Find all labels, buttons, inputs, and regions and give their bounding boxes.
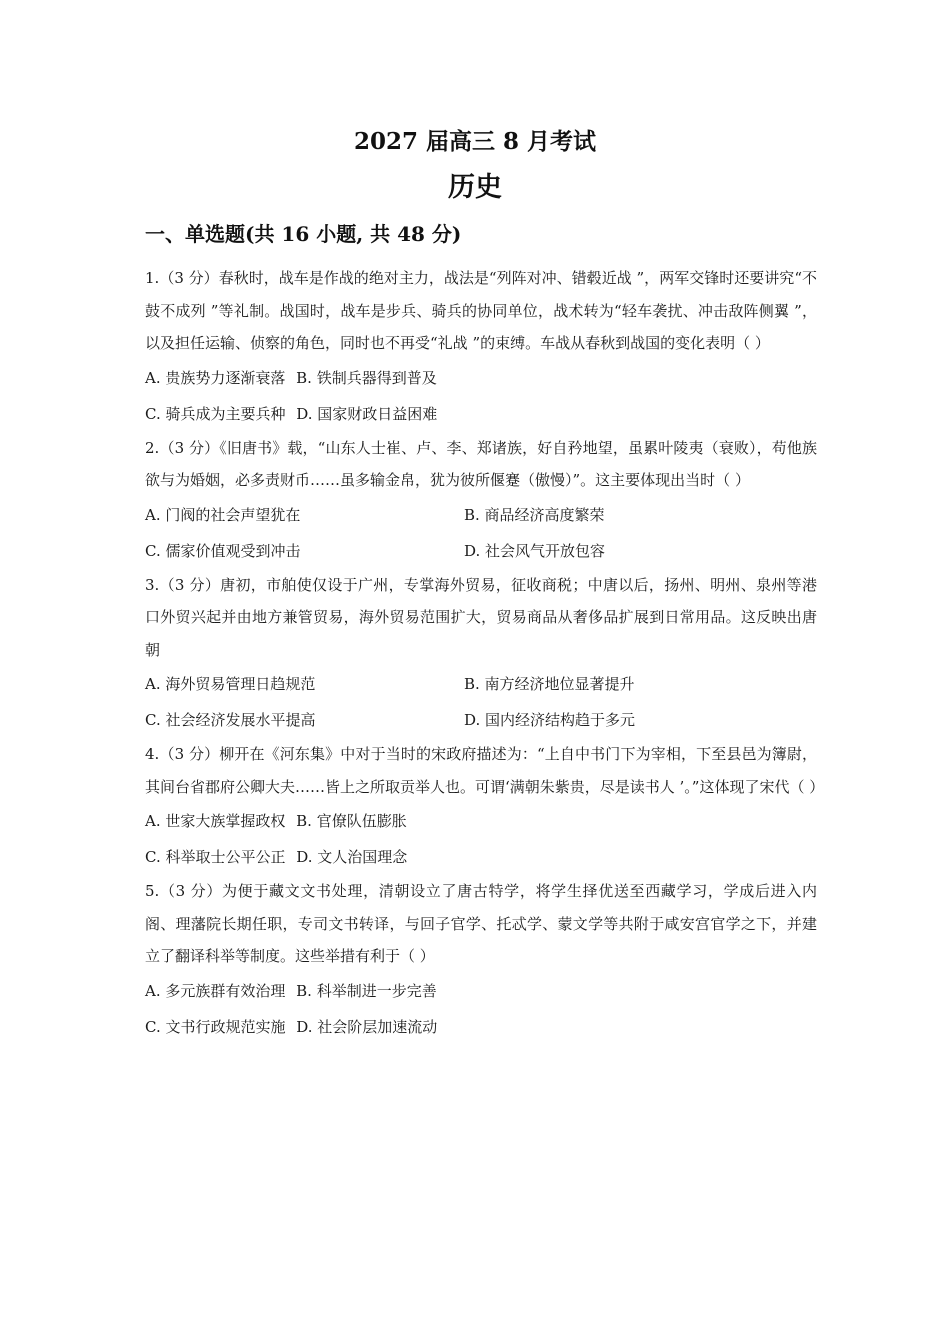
option-b[interactable]: B. 科举制进一步完善 <box>296 981 437 1000</box>
exam-title: 2027 届高三 8 月考试 <box>353 128 597 155</box>
question-stem: 4.（3 分）柳开在《河东集》中对于当时的宋政府描述为：“上自中书门下为宰相，下至县邑为簿尉，其间台省郡府公卿大夫……皆上之所取贡举人也。可谓‘满朝朱紫贵，尽是读书人 ’。”这体现了宋代（ ） <box>145 745 825 796</box>
question-5 <box>145 875 817 1045</box>
option-list <box>145 973 817 1045</box>
question-2 <box>145 432 817 569</box>
option-b[interactable]: B. 官僚队伍膨胀 <box>296 812 407 830</box>
option-c[interactable]: C. 科举取士公平公正 <box>145 848 286 866</box>
subject-title: 历史 <box>448 172 502 203</box>
question-3 <box>145 569 817 739</box>
option-list <box>145 666 817 738</box>
option-d[interactable]: D. 国家财政日益困难 <box>296 404 438 423</box>
option-c[interactable]: C. 社会经济发展水平提高 <box>145 711 316 729</box>
section-heading: 一、单选题(共 16 小题, 共 48 分) <box>145 222 462 246</box>
question-stem: 2.（3 分）《旧唐书》载，“山东人士崔、卢、李、郑诸族，好自矜地望，虽累叶陵夷（衰败），苟他族欲与为婚姻，必多责财币……虽多输金帛，犹为彼所偃蹇（傲慢）”。这主要体现出当时（ ） <box>145 438 817 489</box>
option-a[interactable]: A. 门阀的社会声望犹在 <box>145 505 301 524</box>
option-a[interactable]: A. 多元族群有效治理 <box>145 981 286 1000</box>
option-c[interactable]: C. 文书行政规范实施 <box>145 1017 286 1036</box>
option-d[interactable]: D. 国内经济结构趋于多元 <box>464 711 636 729</box>
option-a[interactable]: A. 海外贸易管理日趋规范 <box>145 675 316 693</box>
question-list <box>145 262 825 1045</box>
question-stem: 1.（3 分）春秋时，战车是作战的绝对主力，战法是“列阵对冲、错毂近战 ”，两军交锋时还要讲究“不鼓不成列 ”等礼制。战国时，战车是步兵、骑兵的协同单位，战术转为“轻车袭扰、冲击敌阵侧翼 ”，以及担任运输、侦察的角色，同时也不再受“礼战 ”的束缚。车战从春秋到战国的变化表明（ ） <box>145 269 817 352</box>
option-list <box>145 360 817 432</box>
option-c[interactable]: C. 儒家价值观受到冲击 <box>145 541 301 560</box>
question-stem: 3.（3 分）唐初，市舶使仅设于广州，专掌海外贸易，征收商税；中唐以后，扬州、明州、泉州等港口外贸兴起并由地方兼管贸易，海外贸易范围扩大，贸易商品从奢侈品扩展到日常用品。这反映出唐朝 <box>145 575 817 659</box>
question-stem: 5.（3 分）为便于藏文文书处理，清朝设立了唐古特学，将学生择优送至西藏学习，学成后进入内阁、理藩院长期任职，专司文书转译，与回子官学、托忒学、蒙文学等共附于咸安宫官学之下，并建立了翻译科举等制度。这些举措有利于（ ） <box>145 882 817 965</box>
option-d[interactable]: D. 社会阶层加速流动 <box>296 1017 438 1036</box>
option-a[interactable]: A. 贵族势力逐渐衰落 <box>145 368 286 387</box>
option-d[interactable]: D. 社会风气开放包容 <box>464 541 606 560</box>
question-1 <box>145 262 817 432</box>
option-b[interactable]: B. 铁制兵器得到普及 <box>296 368 437 387</box>
option-b[interactable]: B. 南方经济地位显著提升 <box>464 675 635 693</box>
option-d[interactable]: D. 文人治国理念 <box>296 848 408 866</box>
option-list <box>145 497 817 569</box>
option-list <box>145 803 817 875</box>
question-4 <box>145 738 825 875</box>
option-b[interactable]: B. 商品经济高度繁荣 <box>464 505 605 524</box>
option-a[interactable]: A. 世家大族掌握政权 <box>145 812 286 830</box>
option-c[interactable]: C. 骑兵成为主要兵种 <box>145 404 286 423</box>
